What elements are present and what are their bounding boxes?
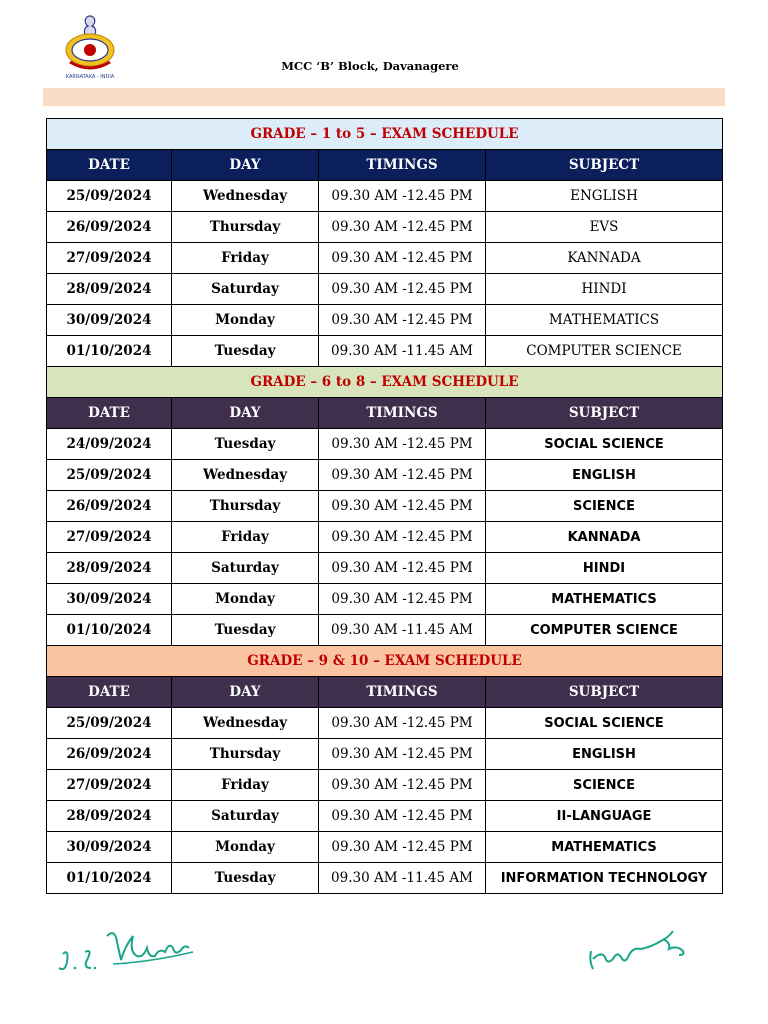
exam-subject: KANNADA bbox=[486, 522, 723, 553]
exam-timing: 09.30 AM -12.45 PM bbox=[319, 584, 486, 615]
exam-day: Wednesday bbox=[172, 708, 319, 739]
table-row bbox=[47, 336, 723, 367]
column-header-day: DAY bbox=[172, 150, 319, 181]
exam-day: Monday bbox=[172, 832, 319, 863]
exam-date: 28/09/2024 bbox=[47, 274, 172, 305]
exam-timing: 09.30 AM -12.45 PM bbox=[319, 739, 486, 770]
exam-date: 30/09/2024 bbox=[47, 832, 172, 863]
exam-timing: 09.30 AM -12.45 PM bbox=[319, 491, 486, 522]
table-row bbox=[47, 739, 723, 770]
column-header-timings: TIMINGS bbox=[319, 677, 486, 708]
exam-day: Monday bbox=[172, 305, 319, 336]
exam-subject: SOCIAL SCIENCE bbox=[486, 708, 723, 739]
exam-timing: 09.30 AM -12.45 PM bbox=[319, 460, 486, 491]
exam-timing: 09.30 AM -12.45 PM bbox=[319, 305, 486, 336]
table-row bbox=[47, 491, 723, 522]
exam-schedule-table bbox=[46, 118, 723, 894]
exam-day: Saturday bbox=[172, 274, 319, 305]
grade-section-title: GRADE – 1 to 5 – EXAM SCHEDULE bbox=[47, 119, 723, 150]
table-row bbox=[47, 832, 723, 863]
table-row bbox=[47, 305, 723, 336]
exam-subject: COMPUTER SCIENCE bbox=[486, 336, 723, 367]
grade-section-title-row bbox=[47, 119, 723, 150]
exam-day: Tuesday bbox=[172, 429, 319, 460]
logo-text: KARNATAKA - INDIA bbox=[65, 74, 115, 80]
table-row bbox=[47, 863, 723, 894]
header-divider-bar bbox=[43, 88, 725, 106]
table-row bbox=[47, 429, 723, 460]
exam-date: 26/09/2024 bbox=[47, 491, 172, 522]
exam-day: Wednesday bbox=[172, 181, 319, 212]
exam-date: 28/09/2024 bbox=[47, 801, 172, 832]
exam-day: Thursday bbox=[172, 491, 319, 522]
exam-subject: EVS bbox=[486, 212, 723, 243]
column-header-timings: TIMINGS bbox=[319, 150, 486, 181]
exam-day: Saturday bbox=[172, 553, 319, 584]
grade-section-title: GRADE – 9 & 10 – EXAM SCHEDULE bbox=[47, 646, 723, 677]
exam-date: 30/09/2024 bbox=[47, 584, 172, 615]
exam-date: 25/09/2024 bbox=[47, 460, 172, 491]
column-header-date: DATE bbox=[47, 677, 172, 708]
exam-day: Saturday bbox=[172, 801, 319, 832]
table-row bbox=[47, 181, 723, 212]
column-header-subject: SUBJECT bbox=[486, 677, 723, 708]
column-header-day: DAY bbox=[172, 677, 319, 708]
table-row bbox=[47, 274, 723, 305]
exam-day: Monday bbox=[172, 584, 319, 615]
exam-timing: 09.30 AM -12.45 PM bbox=[319, 553, 486, 584]
table-row bbox=[47, 212, 723, 243]
exam-timing: 09.30 AM -11.45 AM bbox=[319, 615, 486, 646]
exam-subject: II-LANGUAGE bbox=[486, 801, 723, 832]
exam-timing: 09.30 AM -12.45 PM bbox=[319, 770, 486, 801]
exam-subject: MATHEMATICS bbox=[486, 305, 723, 336]
exam-day: Thursday bbox=[172, 212, 319, 243]
exam-day: Friday bbox=[172, 770, 319, 801]
exam-timing: 09.30 AM -12.45 PM bbox=[319, 212, 486, 243]
column-header-date: DATE bbox=[47, 398, 172, 429]
exam-subject: MATHEMATICS bbox=[486, 584, 723, 615]
exam-date: 28/09/2024 bbox=[47, 553, 172, 584]
exam-subject: KANNADA bbox=[486, 243, 723, 274]
exam-date: 27/09/2024 bbox=[47, 522, 172, 553]
exam-subject: HINDI bbox=[486, 274, 723, 305]
column-header-row bbox=[47, 677, 723, 708]
table-row bbox=[47, 584, 723, 615]
exam-day: Friday bbox=[172, 243, 319, 274]
exam-timing: 09.30 AM -12.45 PM bbox=[319, 832, 486, 863]
exam-timing: 09.30 AM -12.45 PM bbox=[319, 522, 486, 553]
exam-day: Friday bbox=[172, 522, 319, 553]
principal-signature bbox=[55, 918, 200, 980]
table-row bbox=[47, 801, 723, 832]
grade-section-title: GRADE – 6 to 8 – EXAM SCHEDULE bbox=[47, 367, 723, 398]
table-row bbox=[47, 243, 723, 274]
exam-subject: ENGLISH bbox=[486, 739, 723, 770]
exam-timing: 09.30 AM -11.45 AM bbox=[319, 336, 486, 367]
column-header-date: DATE bbox=[47, 150, 172, 181]
exam-subject: SCIENCE bbox=[486, 770, 723, 801]
grade-section-title-row bbox=[47, 367, 723, 398]
exam-day: Wednesday bbox=[172, 460, 319, 491]
exam-timing: 09.30 AM -12.45 PM bbox=[319, 801, 486, 832]
table-row bbox=[47, 708, 723, 739]
exam-subject: COMPUTER SCIENCE bbox=[486, 615, 723, 646]
exam-day: Tuesday bbox=[172, 615, 319, 646]
exam-date: 27/09/2024 bbox=[47, 243, 172, 274]
column-header-subject: SUBJECT bbox=[486, 398, 723, 429]
school-name: MCC ‘B’ Block, Davanagere bbox=[281, 59, 459, 73]
grade-section-title-row bbox=[47, 646, 723, 677]
exam-subject: MATHEMATICS bbox=[486, 832, 723, 863]
table-row bbox=[47, 615, 723, 646]
column-header-subject: SUBJECT bbox=[486, 150, 723, 181]
exam-date: 24/09/2024 bbox=[47, 429, 172, 460]
exam-subject: ENGLISH bbox=[486, 460, 723, 491]
exam-timing: 09.30 AM -12.45 PM bbox=[319, 429, 486, 460]
exam-date: 27/09/2024 bbox=[47, 770, 172, 801]
exam-timing: 09.30 AM -12.45 PM bbox=[319, 181, 486, 212]
exam-subject: SCIENCE bbox=[486, 491, 723, 522]
table-row bbox=[47, 522, 723, 553]
column-header-row bbox=[47, 150, 723, 181]
exam-subject: SOCIAL SCIENCE bbox=[486, 429, 723, 460]
exam-timing: 09.30 AM -11.45 AM bbox=[319, 863, 486, 894]
exam-timing: 09.30 AM -12.45 PM bbox=[319, 708, 486, 739]
table-row bbox=[47, 460, 723, 491]
table-row bbox=[47, 770, 723, 801]
exam-date: 26/09/2024 bbox=[47, 212, 172, 243]
exam-date: 01/10/2024 bbox=[47, 336, 172, 367]
exam-day: Tuesday bbox=[172, 863, 319, 894]
exam-date: 01/10/2024 bbox=[47, 615, 172, 646]
exam-date: 01/10/2024 bbox=[47, 863, 172, 894]
exam-timing: 09.30 AM -12.45 PM bbox=[319, 274, 486, 305]
column-header-day: DAY bbox=[172, 398, 319, 429]
table-row bbox=[47, 553, 723, 584]
exam-day: Tuesday bbox=[172, 336, 319, 367]
exam-date: 25/09/2024 bbox=[47, 708, 172, 739]
exam-day: Thursday bbox=[172, 739, 319, 770]
exam-date: 26/09/2024 bbox=[47, 739, 172, 770]
column-header-timings: TIMINGS bbox=[319, 398, 486, 429]
examiner-signature bbox=[585, 925, 690, 975]
exam-date: 25/09/2024 bbox=[47, 181, 172, 212]
column-header-row bbox=[47, 398, 723, 429]
exam-timing: 09.30 AM -12.45 PM bbox=[319, 243, 486, 274]
exam-subject: ENGLISH bbox=[486, 181, 723, 212]
exam-subject: INFORMATION TECHNOLOGY bbox=[486, 863, 723, 894]
exam-date: 30/09/2024 bbox=[47, 305, 172, 336]
exam-subject: HINDI bbox=[486, 553, 723, 584]
